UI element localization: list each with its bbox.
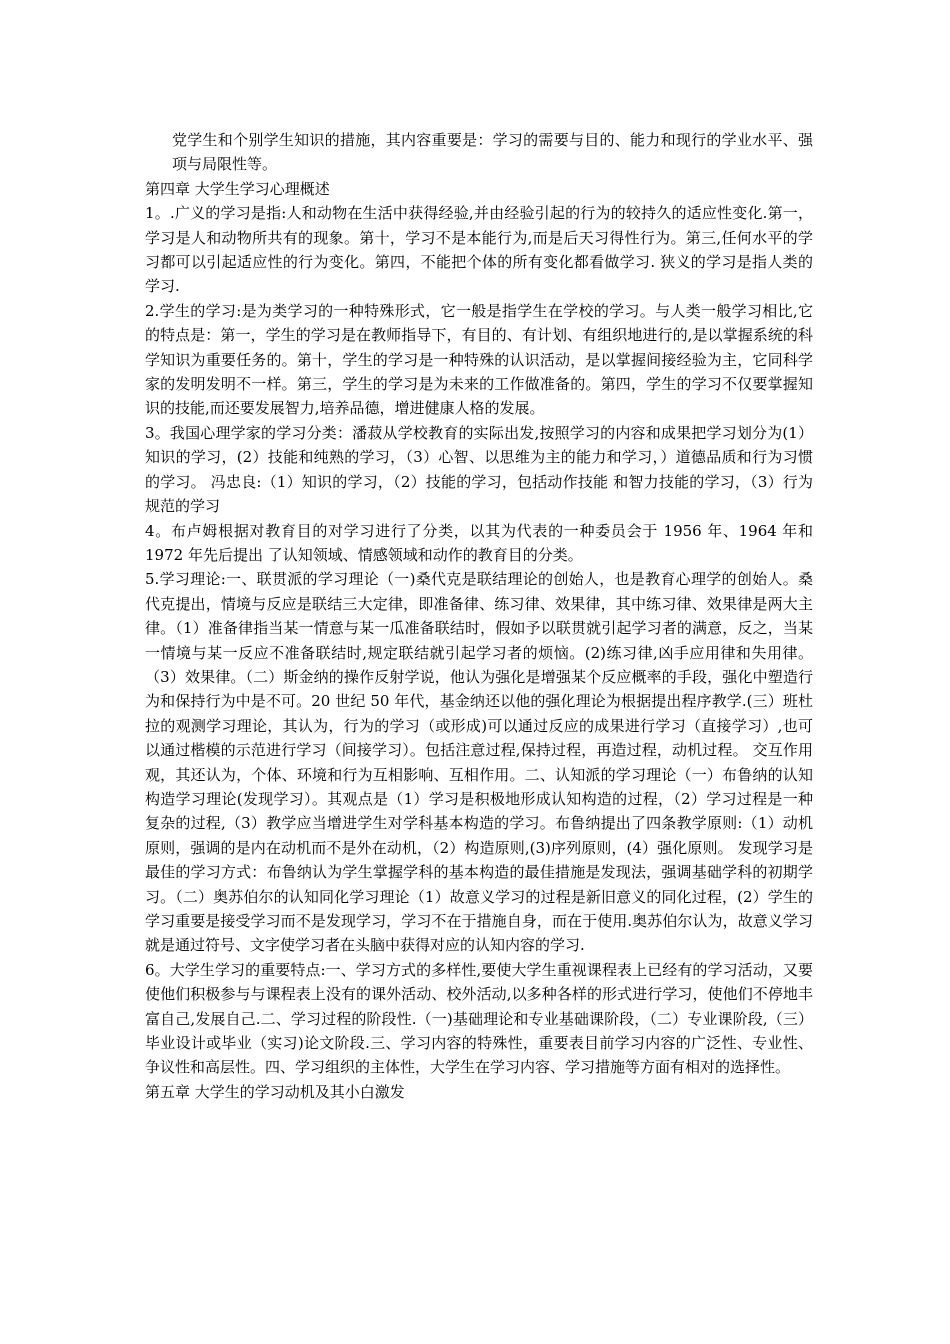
- paragraph-6: 6。大学生学习的重要特点:一、学习方式的多样性,要使大学生重视课程表上已经有的学习活动，又要使他们积极参与与课程表上没有的课外活动、校外活动,以多种各样的形式进行学习，使他们不停地丰富自己,发展自己.二、学习过程的阶段性.（一)基础理论和专业基础课阶段，（二）专业课阶段,（三）毕业设计或毕业（实习)论文阶段.三、学习内容的特殊性，重要表目前学习内容的广泛性、专业性、争议性和高层性。四、学习组织的主体性，大学生在学习内容、学习措施等方面有相对的选择性。: [145, 960, 813, 1077]
- paragraph-1: 1。.广义的学习是指:人和动物在生活中获得经验,并由经验引起的行为的较持久的适应性变化.第一，学习是人和动物所共有的现象。第十，学习不是本能行为,而是后天习得性行为。第三,任何水平的学习都可以引起适应性的行为变化。第四，不能把个体的所有变化都看做学习. 狭义的学习是指人类的学习.: [145, 204, 813, 296]
- paragraph-3: 3。我国心理学家的学习分类：潘菽从学校教育的实际出发,按照学习的内容和成果把学习划分为(1）知识的学习，(2）技能和纯熟的学习，（3）心智、以思维为主的能力和学习，）道德品质和行为习惯的学习。 冯忠良:（1）知识的学习，（2）技能的学习，包括动作技能 和智力技能的学习，（3）行为规范的学习: [145, 423, 813, 516]
- paragraph-5: 5.学习理论:一、联贯派的学习理论（一)桑代克是联结理论的创始人，也是教育心理学的创始人。桑代克提出，情境与反应是联结三大定律，即准备律、练习律、效果律，其中练习律、效果律是两大主律。（1）准备律指当某一情意与某一瓜准备联结时，假如予以联贯就引起学习者的满意，反之，当某一情境与某一反应不准备联结时,规定联结就引起学习者的烦恼。(2)练习律,凶手应用律和失用律。（3）效果律。（二）斯金纳的操作反射学说，他认为强化是增强某个反应概率的手段，强化中塑造行为和保持行为中是不可。20 世纪 50 年代，基金纳还以他的强化理论为根据提出程序教学.(三）班杜拉的观测学习理论，其认为，行为的学习（或形成)可以通过反应的成果进行学习（直接学习）,也可以通过楷模的示范进行学习（间接学习）。包括注意过程,保持过程，再造过程，动机过程。 交互作用观，其还认为，个体、环境和行为互相影响、互相作用。二、认知派的学习理论（一）布鲁纳的认知构造学习理论(发现学习）。其观点是（1）学习是积极地形成认知构造的过程，（2）学习过程是一种复杂的过程,（3）教学应当增进学生对学科基本构造的学习。布鲁纳提出了四条教学原则:（1）动机原则，强调的是内在动机而不是外在动机，（2）构造原则,(3)序列原则，(4）强化原则。 发现学习是最佳的学习方式：布鲁纳认为学生掌握学科的基本构造的最佳措施是发现法，强调基础学科的初期学习。（二）奥苏伯尔的认知同化学习理论（1）故意义学习的过程是新旧意义的同化过程，(2）学生的学习重要是接受学习而不是发现学习，学习不在于措施自身，而在于使用.奥苏伯尔认为，故意义学习就是通过符号、文字使学习者在头脑中获得对应的认知内容的学习.: [145, 570, 813, 955]
- document-body: [145, 128, 813, 1104]
- chapter-4-heading: 第四章 大学生学习心理概述: [145, 179, 330, 198]
- paragraph-2: 2.学生的学习:是为类学习的一种特殊形式，它一般是指学生在学校的学习。与人类一般学习相比,它的特点是：第一，学生的学习是在教师指导下，有目的、有计划、有组织地进行的,是以掌握系统的科学知识为重要任务的。第十，学生的学习是一种特殊的认识活动，是以掌握间接经验为主，它同科学家的发明发明不一样。第三，学生的学习是为未来的工作做准备的。第四，学生的学习不仅要掌握知识的技能,而还要发展智力,培养品德，增进健康人格的发展。: [145, 301, 813, 418]
- chapter-5-heading: 第五章 大学生的学习动机及其小白激发: [145, 1082, 405, 1101]
- paragraph-4: 4。布卢姆根据对教育目的对学习进行了分类，以其为代表的一种委员会于 1956 年、1964 年和 1972 年先后提出 了认知领域、情感领域和动作的教育目的分类。: [145, 521, 813, 564]
- paragraph-continuation: 党学生和个别学生知识的措施，其内容重要是：学习的需要与目的、能力和现行的学业水平、强项与局限性等。: [172, 131, 813, 174]
